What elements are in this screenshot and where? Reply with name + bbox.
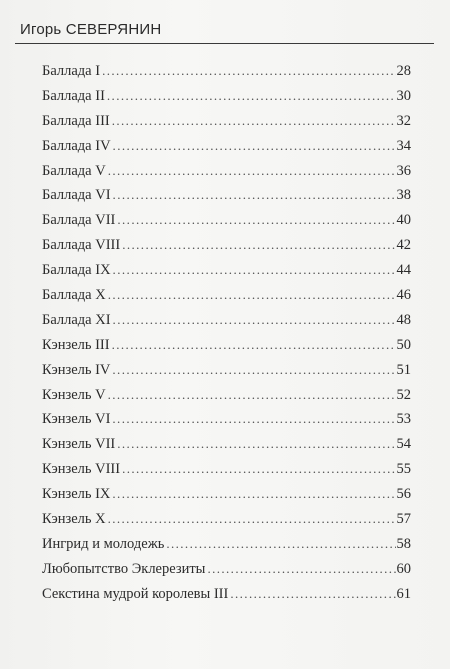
toc-entry[interactable] xyxy=(42,557,411,582)
dot-leader xyxy=(112,109,396,134)
toc-entry-title: Кэнзель III xyxy=(42,336,110,353)
toc-entry[interactable] xyxy=(42,109,411,134)
toc-entry-page: 34 xyxy=(396,137,411,154)
toc-entry[interactable] xyxy=(42,59,411,84)
toc-entry-page: 52 xyxy=(396,386,411,403)
toc-entry[interactable] xyxy=(42,84,411,109)
toc-entry-title: Кэнзель IV xyxy=(42,361,111,378)
toc-entry[interactable] xyxy=(42,134,411,159)
dot-leader xyxy=(108,507,396,532)
header-rule xyxy=(15,43,434,44)
toc-entry-page: 60 xyxy=(396,560,411,577)
dot-leader xyxy=(112,333,396,358)
dot-leader xyxy=(112,407,395,432)
toc-entry-title: Баллада III xyxy=(42,112,110,129)
running-head: Игорь СЕВЕРЯНИН xyxy=(20,21,162,38)
toc-entry-page: 40 xyxy=(396,212,411,229)
toc-entry-title: Любопытство Эклерезиты xyxy=(42,560,206,577)
toc-entry-page: 55 xyxy=(396,461,411,478)
table-of-contents xyxy=(42,59,411,607)
toc-entry-title: Баллада IV xyxy=(42,137,111,154)
toc-entry-page: 50 xyxy=(396,336,411,353)
toc-entry-title: Баллада XI xyxy=(42,311,111,328)
toc-entry-page: 38 xyxy=(396,187,411,204)
dot-leader xyxy=(112,482,395,507)
toc-entry-page: 54 xyxy=(396,436,411,453)
dot-leader xyxy=(108,383,396,408)
toc-entry-page: 58 xyxy=(396,535,411,552)
toc-entry-title: Ингрид и молодежь xyxy=(42,535,165,552)
toc-entry-page: 28 xyxy=(396,63,411,79)
toc-entry[interactable] xyxy=(42,482,411,507)
toc-entry-title: Баллада X xyxy=(42,287,106,304)
toc-entry-page: 44 xyxy=(396,262,411,279)
toc-entry[interactable] xyxy=(42,208,411,233)
toc-entry-title: Кэнзель IX xyxy=(42,486,111,503)
toc-entry[interactable] xyxy=(42,432,411,457)
toc-entry[interactable] xyxy=(42,308,411,333)
toc-entry[interactable] xyxy=(42,532,411,557)
toc-entry-page: 36 xyxy=(396,162,411,179)
toc-entry[interactable] xyxy=(42,333,411,358)
toc-entry-title: Кэнзель X xyxy=(42,511,106,528)
toc-entry[interactable] xyxy=(42,582,411,607)
dot-leader xyxy=(108,159,396,184)
toc-entry-title: Кэнзель VI xyxy=(42,411,111,428)
toc-entry[interactable] xyxy=(42,383,411,408)
toc-entry-title: Баллада VI xyxy=(42,187,111,204)
toc-entry-page: 57 xyxy=(396,511,411,528)
toc-entry-page: 32 xyxy=(396,112,411,129)
dot-leader xyxy=(230,582,395,607)
toc-entry-title: Баллада V xyxy=(42,162,106,179)
toc-entry-title: Кэнзель V xyxy=(42,386,106,403)
toc-entry[interactable] xyxy=(42,283,411,308)
toc-entry-title: Кэнзель VII xyxy=(42,436,116,453)
toc-entry-page: 48 xyxy=(396,311,411,328)
toc-entry-page: 61 xyxy=(396,585,411,602)
toc-entry-page: 53 xyxy=(396,411,411,428)
toc-entry-title: Баллада VII xyxy=(42,212,116,229)
toc-entry-title: Кэнзель VIII xyxy=(42,461,121,478)
dot-leader xyxy=(166,532,395,557)
toc-entry[interactable] xyxy=(42,407,411,432)
dot-leader xyxy=(117,208,395,233)
toc-entry[interactable] xyxy=(42,159,411,184)
toc-entry[interactable] xyxy=(42,358,411,383)
toc-entry-title: Баллада VIII xyxy=(42,237,121,254)
dot-leader xyxy=(113,134,396,159)
toc-entry-page: 46 xyxy=(396,287,411,304)
toc-entry[interactable] xyxy=(42,457,411,482)
dot-leader xyxy=(108,283,396,308)
dot-leader xyxy=(207,557,395,582)
toc-entry[interactable] xyxy=(42,183,411,208)
dot-leader xyxy=(122,233,395,258)
dot-leader xyxy=(112,358,395,383)
toc-entry[interactable] xyxy=(42,507,411,532)
dot-leader xyxy=(113,183,396,208)
toc-entry-page: 42 xyxy=(396,237,411,254)
toc-entry-title: Баллада IX xyxy=(42,262,111,279)
dot-leader xyxy=(122,457,395,482)
toc-entry[interactable] xyxy=(42,258,411,283)
toc-entry-page: 30 xyxy=(396,87,411,104)
dot-leader xyxy=(107,84,396,109)
toc-entry[interactable] xyxy=(42,233,411,258)
toc-entry-title: Баллада II xyxy=(42,87,105,104)
toc-entry-title: Секстина мудрой королевы III xyxy=(42,585,229,602)
dot-leader xyxy=(102,59,395,84)
toc-entry-page: 51 xyxy=(396,361,411,378)
toc-entry-title: Баллада I xyxy=(42,63,101,79)
toc-entry-page: 56 xyxy=(396,486,411,503)
dot-leader xyxy=(117,432,395,457)
dot-leader xyxy=(113,308,396,333)
dot-leader xyxy=(113,258,396,283)
